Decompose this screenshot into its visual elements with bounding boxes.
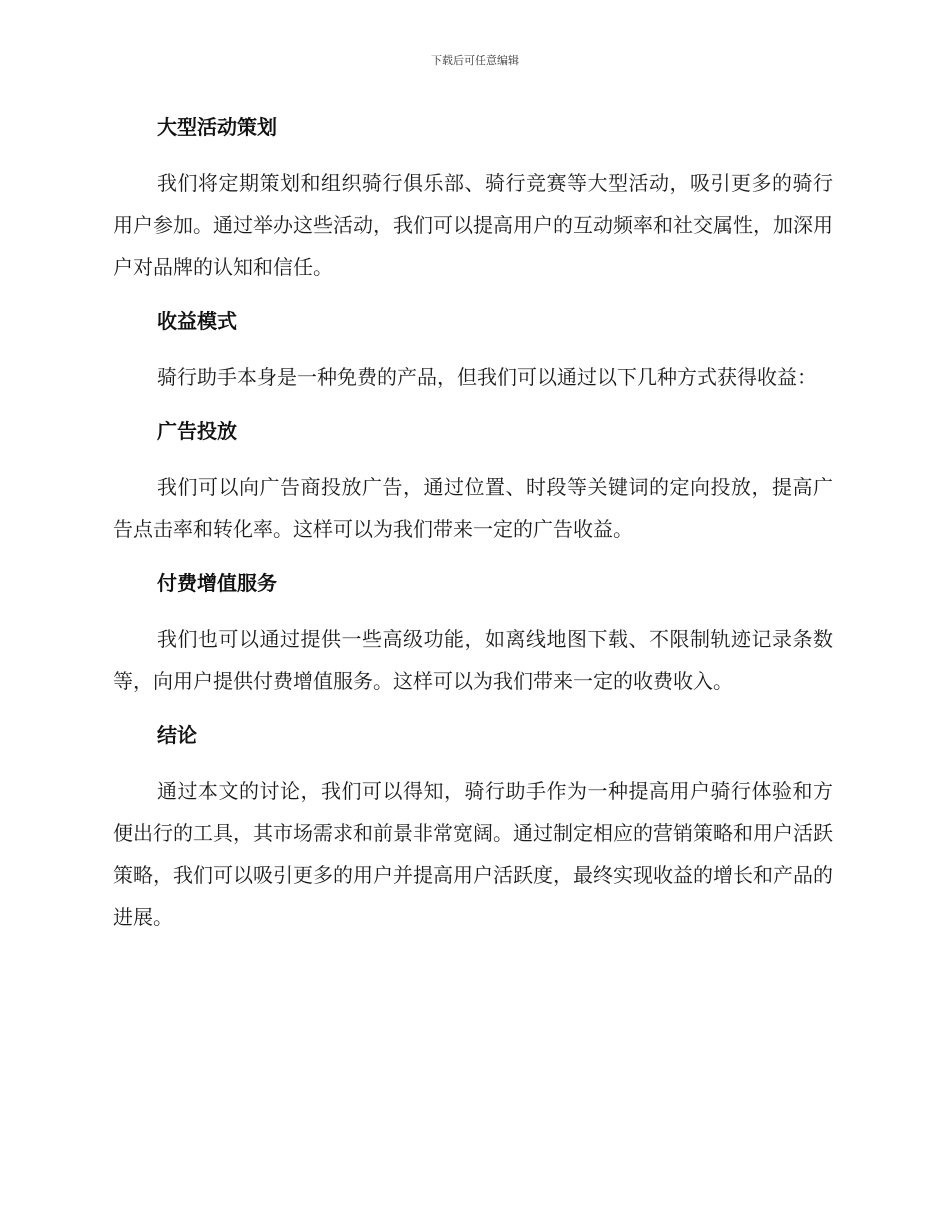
section-heading-large-events: 大型活动策划 bbox=[157, 115, 277, 139]
section-heading-conclusion: 结论 bbox=[157, 723, 197, 747]
document-body bbox=[113, 108, 833, 938]
section-paragraph-advertising: 我们可以向广告商投放广告，通过位置、时段等关键词的定向投放，提高广告点击率和转化率。这样可以为我们带来一定的广告收益。 bbox=[113, 475, 833, 541]
section-paragraph-large-events: 我们将定期策划和组织骑行俱乐部、骑行竞赛等大型活动，吸引更多的骑行用户参加。通过举办这些活动，我们可以提高用户的互动频率和社交属性，加深用户对品牌的认知和信任。 bbox=[113, 171, 833, 279]
header-note: 下载后可任意编辑 bbox=[431, 54, 519, 67]
section-paragraph-paid-services: 我们也可以通过提供一些高级功能，如离线地图下载、不限制轨迹记录条数等，向用户提供付费增值服务。这样可以为我们带来一定的收费收入。 bbox=[113, 627, 833, 693]
section-heading-advertising: 广告投放 bbox=[157, 419, 237, 443]
section-paragraph-revenue-model: 骑行助手本身是一种免费的产品，但我们可以通过以下几种方式获得收益： bbox=[157, 365, 817, 389]
section-heading-paid-services: 付费增值服务 bbox=[157, 571, 277, 595]
section-heading-revenue-model: 收益模式 bbox=[157, 309, 237, 333]
section-paragraph-conclusion: 通过本文的讨论，我们可以得知，骑行助手作为一种提高用户骑行体验和方便出行的工具，其市场需求和前景非常宽阔。通过制定相应的营销策略和用户活跃策略，我们可以吸引更多的用户并提高用户活跃度，最终实现收益的增长和产品的进展。 bbox=[113, 779, 833, 929]
